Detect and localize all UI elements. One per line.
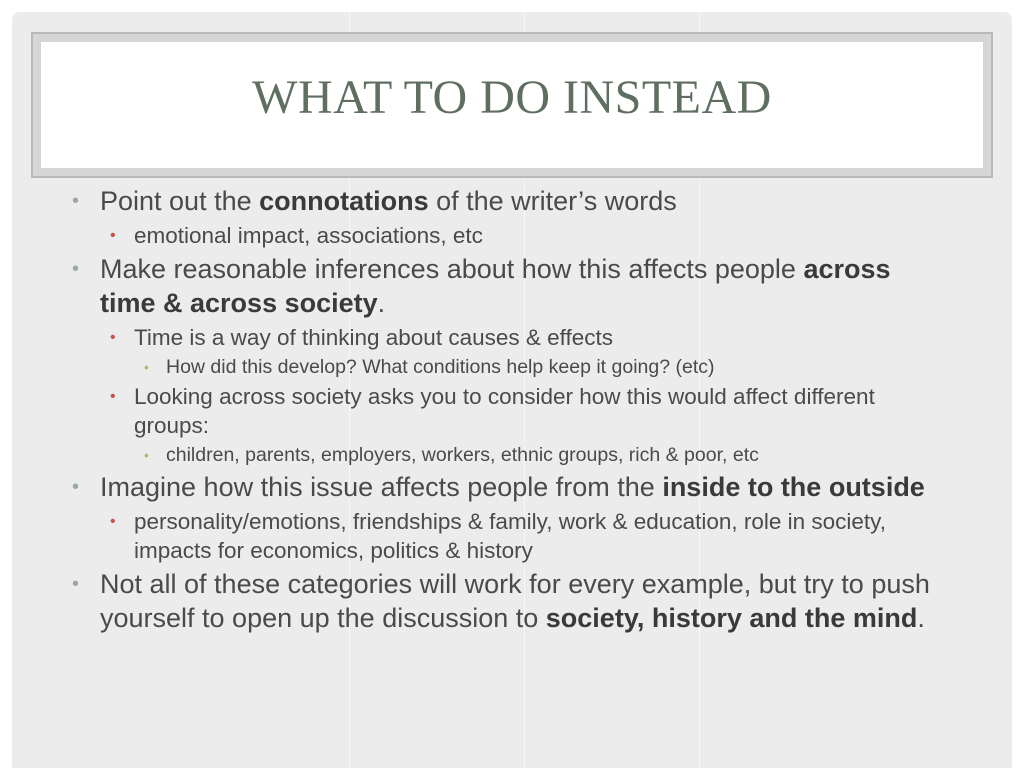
bullet-emphasis: connotations bbox=[259, 186, 429, 216]
bullet-text: Not all of these categories will work for every example, but try to push yourself to open up the discussion to bbox=[100, 569, 930, 633]
sub-bullet-text: emotional impact, associations, etc bbox=[134, 223, 483, 248]
bullet-text: Make reasonable inferences about how this affects people bbox=[100, 254, 804, 284]
bullet-icon: • bbox=[110, 329, 116, 346]
slide bbox=[12, 12, 1012, 768]
bullet-text: . bbox=[377, 288, 386, 318]
bullet-icon: • bbox=[72, 190, 80, 212]
bullet-text: . bbox=[917, 603, 925, 633]
bullet-text: of the writer’s words bbox=[428, 186, 677, 216]
bullet-item bbox=[72, 184, 952, 218]
title-frame bbox=[31, 32, 993, 178]
bullet-icon: • bbox=[110, 227, 116, 244]
bullet-item bbox=[72, 252, 952, 320]
sub-sub-bullet-item bbox=[72, 354, 952, 380]
sub-bullet-text: Looking across society asks you to consider how this would affect different groups: bbox=[134, 384, 875, 438]
sub-sub-bullet-text: How did this develop? What conditions help keep it going? (etc) bbox=[166, 356, 715, 378]
bullet-icon: • bbox=[72, 476, 80, 498]
bullet-emphasis: inside to the outside bbox=[662, 472, 925, 502]
bullet-text: Imagine how this issue affects people from the bbox=[100, 472, 663, 502]
sub-bullet-item bbox=[72, 221, 952, 250]
bullet-icon: • bbox=[144, 447, 149, 463]
sub-sub-bullet-text: children, parents, employers, workers, ethnic groups, rich & poor, etc bbox=[166, 444, 759, 466]
bullet-icon: • bbox=[144, 359, 149, 375]
bullet-item bbox=[72, 567, 952, 635]
sub-bullet-item bbox=[72, 323, 952, 352]
bullet-emphasis: across time & across society bbox=[100, 254, 891, 318]
sub-bullet-text: personality/emotions, friendships & family, work & education, role in society, impacts for economics, politics & history bbox=[134, 509, 887, 563]
sub-bullet-item bbox=[72, 382, 952, 440]
bullet-icon: • bbox=[72, 258, 80, 280]
sub-sub-bullet-item bbox=[72, 442, 952, 468]
sub-bullet-text: Time is a way of thinking about causes & effects bbox=[134, 325, 613, 350]
title-box bbox=[41, 42, 983, 168]
bullet-icon: • bbox=[110, 513, 116, 530]
sub-bullet-item bbox=[72, 507, 952, 565]
bullet-icon: • bbox=[72, 573, 80, 595]
bullet-list bbox=[72, 184, 952, 635]
bullet-icon: • bbox=[110, 388, 116, 405]
bullet-item bbox=[72, 470, 952, 504]
bullet-emphasis: society, history and the mind bbox=[545, 603, 918, 633]
slide-content bbox=[72, 184, 952, 638]
bullet-text: Point out the bbox=[100, 186, 260, 216]
slide-title: WHAT TO DO INSTEAD bbox=[252, 71, 772, 124]
